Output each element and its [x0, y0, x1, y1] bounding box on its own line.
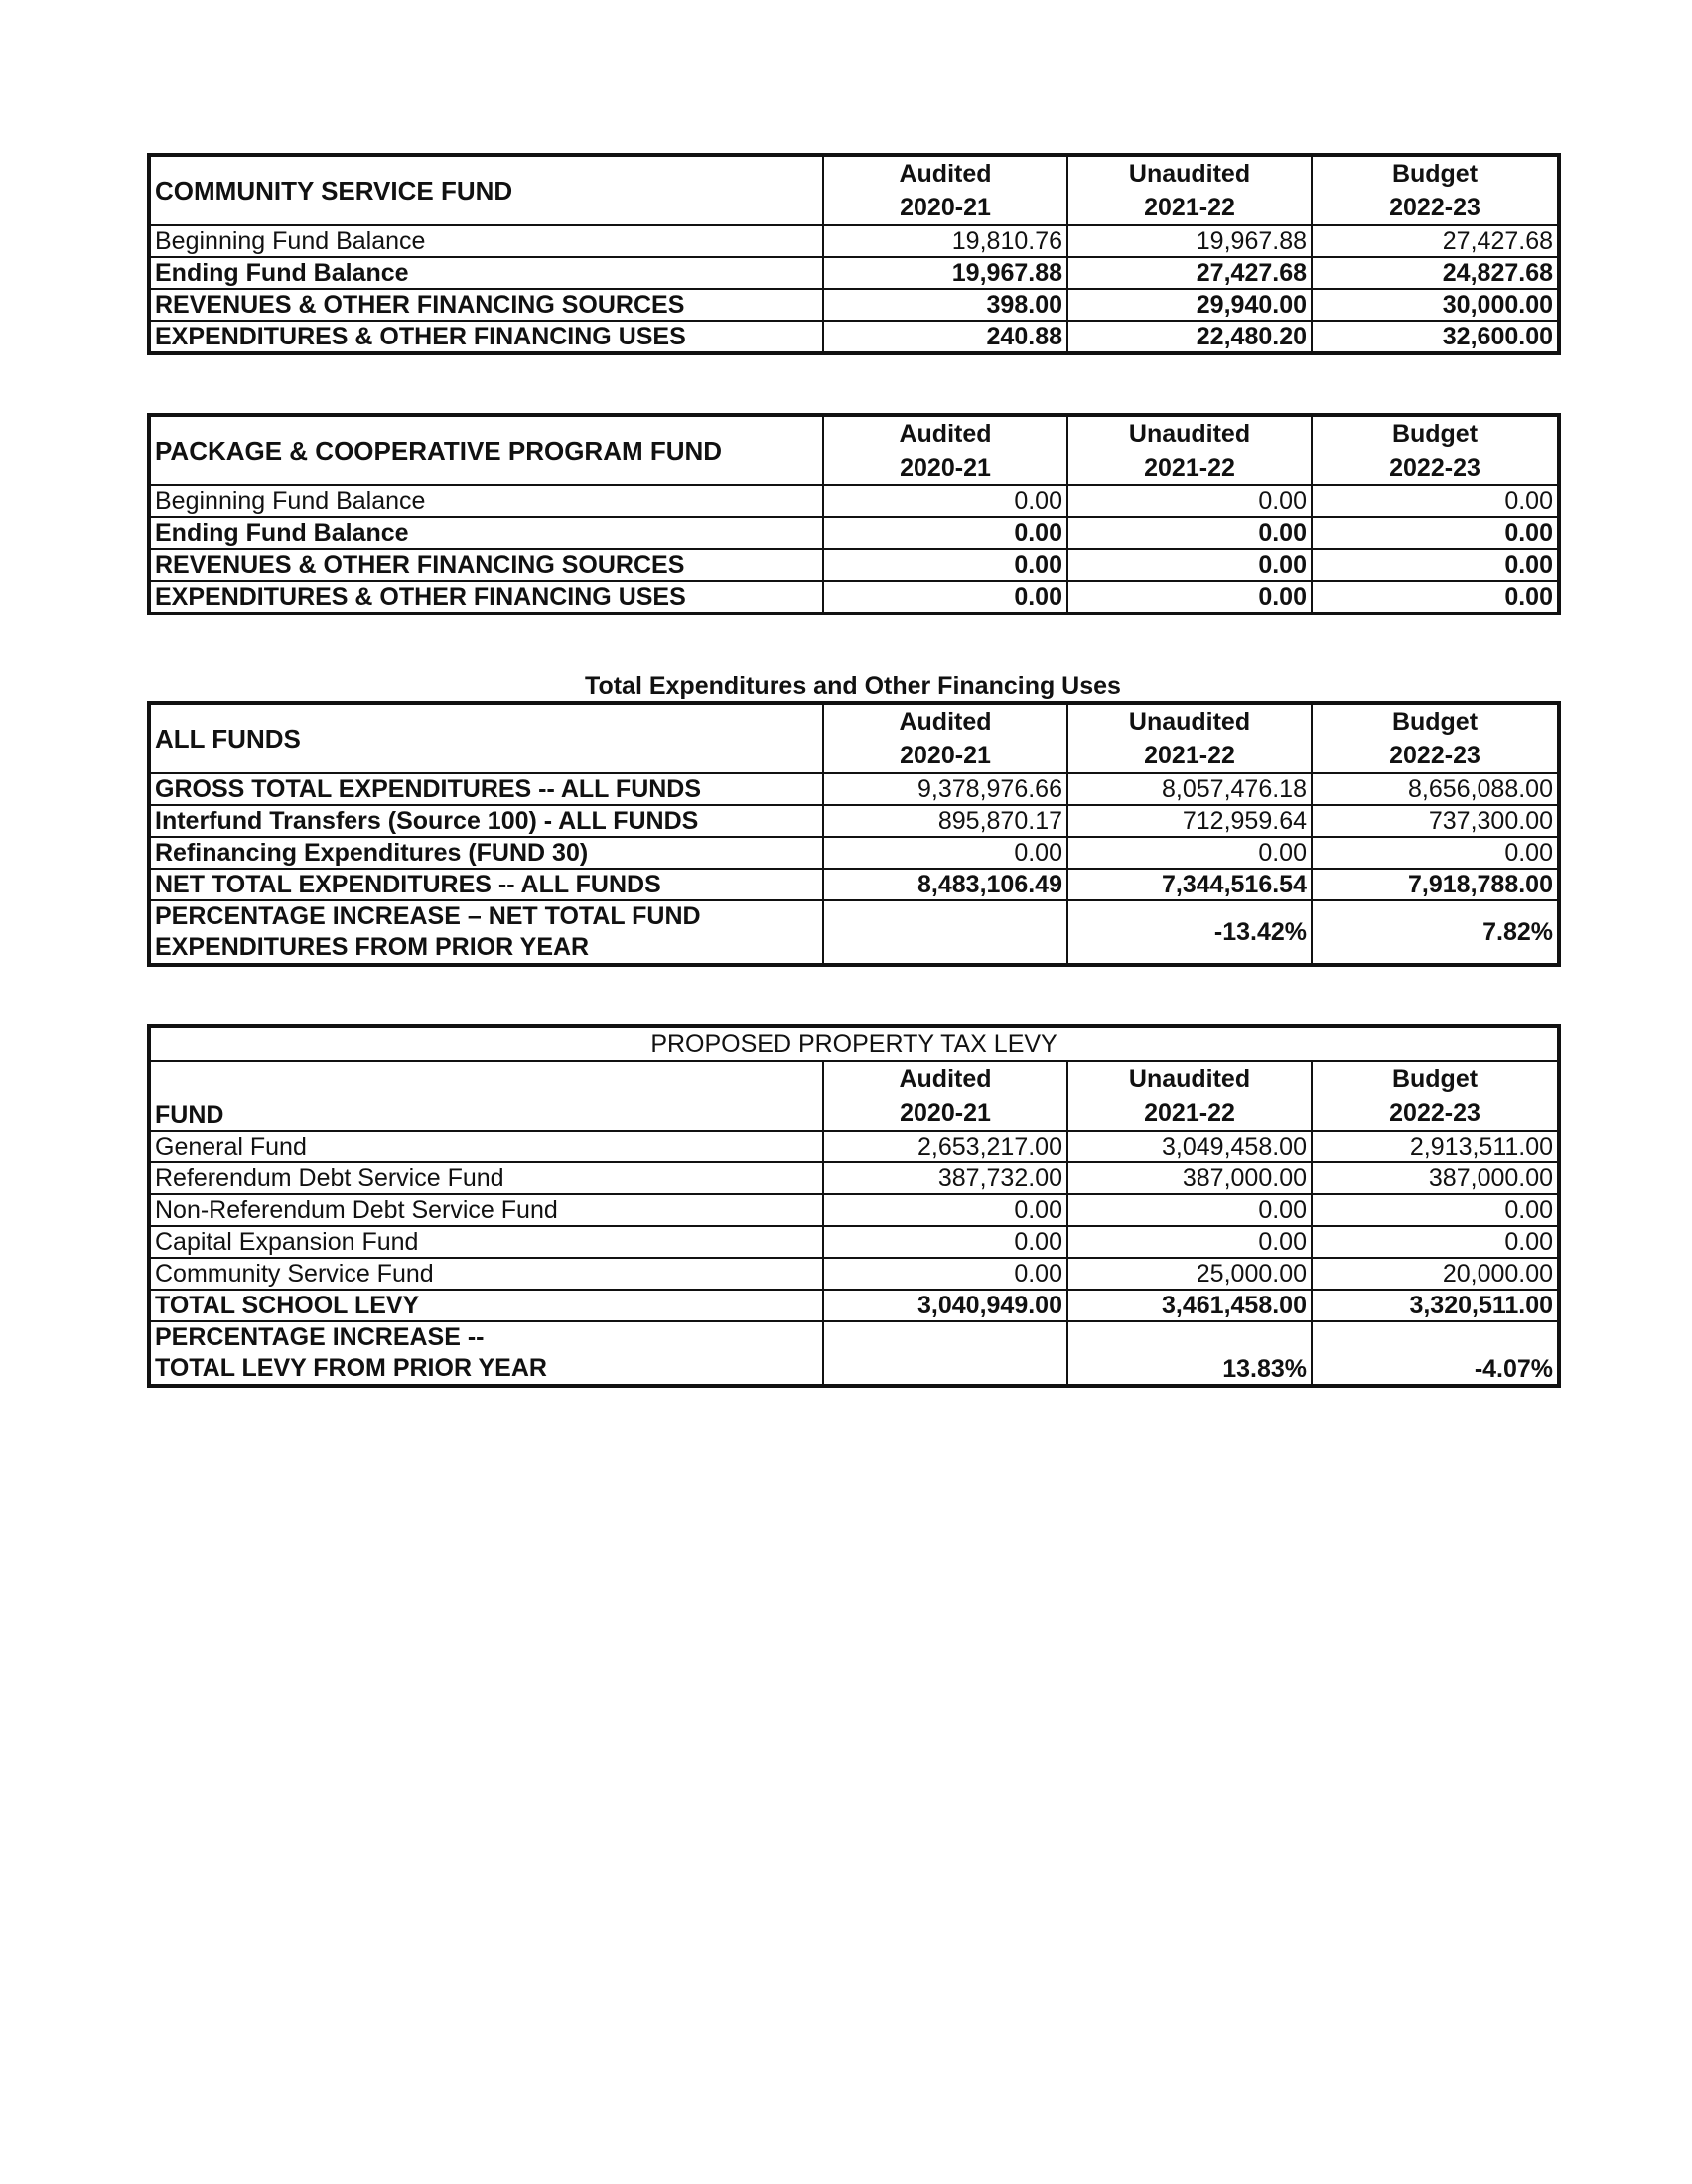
- table-title: ALL FUNDS: [150, 704, 823, 773]
- cell-value: 0.00: [1312, 1194, 1558, 1226]
- cell-value: 3,049,458.00: [1067, 1131, 1312, 1162]
- row-label: Beginning Fund Balance: [150, 225, 823, 257]
- cell-value: 0.00: [1312, 485, 1558, 517]
- column-header-line: 2021-22: [1144, 194, 1235, 221]
- row-label: Community Service Fund: [150, 1258, 823, 1290]
- row-label: Capital Expansion Fund: [150, 1226, 823, 1258]
- cell-value: 0.00: [823, 1194, 1067, 1226]
- row-label: [150, 1321, 823, 1385]
- column-header-line: Audited: [899, 160, 992, 188]
- cell-value: 0.00: [1312, 581, 1558, 613]
- cell-value: 240.88: [823, 321, 1067, 352]
- community-service-fund-section: [149, 155, 1557, 353]
- table-row: [150, 1258, 1558, 1290]
- cell-value: 387,000.00: [1312, 1162, 1558, 1194]
- cell-value: -13.42%: [1067, 900, 1312, 964]
- row-label-line: TOTAL LEVY FROM PRIOR YEAR: [155, 1354, 547, 1382]
- percentage-increase-row: [150, 900, 1558, 964]
- property-tax-levy-section: [149, 1026, 1557, 1386]
- column-header-line: Unaudited: [1128, 420, 1251, 448]
- row-label-line: PERCENTAGE INCREASE – NET TOTAL FUND: [155, 902, 701, 930]
- column-header-unaudited: [1067, 704, 1312, 773]
- row-label: EXPENDITURES & OTHER FINANCING USES: [150, 581, 823, 613]
- row-label: General Fund: [150, 1131, 823, 1162]
- table-row: [150, 1194, 1558, 1226]
- column-header-line: Budget: [1391, 1065, 1479, 1093]
- table-title: PACKAGE & COOPERATIVE PROGRAM FUND: [150, 416, 823, 485]
- cell-value: 7,344,516.54: [1067, 869, 1312, 900]
- cell-value: 0.00: [1067, 1226, 1312, 1258]
- table-row: [150, 225, 1558, 257]
- cell-value: [823, 900, 1067, 964]
- all-funds-table: [149, 703, 1559, 965]
- row-label: Refinancing Expenditures (FUND 30): [150, 837, 823, 869]
- cell-value: 2,653,217.00: [823, 1131, 1067, 1162]
- table-header-row: [150, 416, 1558, 485]
- table-row: [150, 773, 1558, 805]
- cell-value: 398.00: [823, 289, 1067, 321]
- cell-value: 0.00: [1312, 1226, 1558, 1258]
- cell-value: 387,732.00: [823, 1162, 1067, 1194]
- property-tax-levy-table: [149, 1026, 1559, 1386]
- table-row: [150, 1290, 1558, 1321]
- cell-value: 712,959.64: [1067, 805, 1312, 837]
- cell-value: 7.82%: [1312, 900, 1558, 964]
- cell-value: 0.00: [823, 1258, 1067, 1290]
- cell-value: 25,000.00: [1067, 1258, 1312, 1290]
- table-row: [150, 517, 1558, 549]
- table-row: [150, 1226, 1558, 1258]
- column-header-budget: [1312, 156, 1558, 225]
- cell-value: 32,600.00: [1312, 321, 1558, 352]
- cell-value: 9,378,976.66: [823, 773, 1067, 805]
- cell-value: 0.00: [1067, 517, 1312, 549]
- column-header-line: Audited: [899, 1065, 992, 1093]
- cell-value: 2,913,511.00: [1312, 1131, 1558, 1162]
- row-label: REVENUES & OTHER FINANCING SOURCES: [150, 549, 823, 581]
- cell-value: 3,461,458.00: [1067, 1290, 1312, 1321]
- cell-value: 8,057,476.18: [1067, 773, 1312, 805]
- column-header-line: 2020-21: [900, 194, 991, 221]
- row-label: GROSS TOTAL EXPENDITURES -- ALL FUNDS: [150, 773, 823, 805]
- table-header-row: [150, 704, 1558, 773]
- cell-value: 0.00: [1312, 837, 1558, 869]
- cell-value: 22,480.20: [1067, 321, 1312, 352]
- column-header-line: 2022-23: [1389, 1099, 1480, 1127]
- cell-value: 19,967.88: [823, 257, 1067, 289]
- column-header-line: Budget: [1391, 420, 1479, 448]
- column-header-budget: [1312, 416, 1558, 485]
- table-row: [150, 289, 1558, 321]
- row-label: EXPENDITURES & OTHER FINANCING USES: [150, 321, 823, 352]
- cell-value: 29,940.00: [1067, 289, 1312, 321]
- table-title: PROPOSED PROPERTY TAX LEVY: [150, 1027, 1558, 1061]
- cell-value: 27,427.68: [1067, 257, 1312, 289]
- cell-value: 20,000.00: [1312, 1258, 1558, 1290]
- cell-value: 27,427.68: [1312, 225, 1558, 257]
- cell-value: 895,870.17: [823, 805, 1067, 837]
- column-header-audited: [823, 156, 1067, 225]
- percentage-increase-row: [150, 1321, 1558, 1385]
- table-row: [150, 805, 1558, 837]
- column-header-line: Budget: [1391, 160, 1479, 188]
- cell-value: -4.07%: [1312, 1321, 1558, 1385]
- row-label: Non-Referendum Debt Service Fund: [150, 1194, 823, 1226]
- column-header-line: Audited: [899, 708, 992, 736]
- column-header-line: Unaudited: [1128, 160, 1251, 188]
- row-label: Ending Fund Balance: [150, 257, 823, 289]
- table-row: [150, 581, 1558, 613]
- cell-value: 0.00: [1067, 549, 1312, 581]
- cell-value: 0.00: [1067, 837, 1312, 869]
- table-row: [150, 321, 1558, 352]
- row-label: Interfund Transfers (Source 100) - ALL FUNDS: [150, 805, 823, 837]
- cell-value: [823, 1321, 1067, 1385]
- column-header-line: 2022-23: [1389, 742, 1480, 769]
- cell-value: 387,000.00: [1067, 1162, 1312, 1194]
- table-row: [150, 837, 1558, 869]
- all-funds-section: [149, 703, 1557, 965]
- column-header-line: Unaudited: [1128, 1065, 1251, 1093]
- row-label: Beginning Fund Balance: [150, 485, 823, 517]
- table-row: [150, 549, 1558, 581]
- package-cooperative-fund-section: [149, 415, 1557, 614]
- row-label: TOTAL SCHOOL LEVY: [150, 1290, 823, 1321]
- cell-value: 0.00: [1067, 485, 1312, 517]
- cell-value: 13.83%: [1067, 1321, 1312, 1385]
- column-header-line: 2022-23: [1389, 454, 1480, 481]
- cell-value: 8,483,106.49: [823, 869, 1067, 900]
- row-label: REVENUES & OTHER FINANCING SOURCES: [150, 289, 823, 321]
- column-header-line: Audited: [899, 420, 992, 448]
- cell-value: 0.00: [1067, 1194, 1312, 1226]
- column-header-audited: [823, 416, 1067, 485]
- table-row: [150, 1162, 1558, 1194]
- column-header-line: Budget: [1391, 708, 1479, 736]
- cell-value: 3,320,511.00: [1312, 1290, 1558, 1321]
- fund-column-header: FUND: [150, 1061, 823, 1131]
- cell-value: 24,827.68: [1312, 257, 1558, 289]
- column-header-audited: [823, 704, 1067, 773]
- cell-value: 0.00: [823, 581, 1067, 613]
- cell-value: 0.00: [1312, 549, 1558, 581]
- cell-value: 8,656,088.00: [1312, 773, 1558, 805]
- column-header-line: 2021-22: [1144, 454, 1235, 481]
- cell-value: 0.00: [823, 485, 1067, 517]
- column-header-budget: [1312, 1061, 1558, 1131]
- cell-value: 7,918,788.00: [1312, 869, 1558, 900]
- column-header-line: 2021-22: [1144, 742, 1235, 769]
- column-header-unaudited: [1067, 1061, 1312, 1131]
- row-label: Referendum Debt Service Fund: [150, 1162, 823, 1194]
- table-row: [150, 869, 1558, 900]
- column-header-line: 2020-21: [900, 1099, 991, 1127]
- cell-value: 19,810.76: [823, 225, 1067, 257]
- table-title: COMMUNITY SERVICE FUND: [150, 156, 823, 225]
- cell-value: 0.00: [823, 837, 1067, 869]
- row-label: [150, 900, 823, 964]
- row-label-line: PERCENTAGE INCREASE --: [155, 1323, 485, 1351]
- column-header-line: 2020-21: [900, 742, 991, 769]
- row-label: Ending Fund Balance: [150, 517, 823, 549]
- package-cooperative-fund-table: [149, 415, 1559, 614]
- cell-value: 737,300.00: [1312, 805, 1558, 837]
- column-header-audited: [823, 1061, 1067, 1131]
- column-header-line: 2021-22: [1144, 1099, 1235, 1127]
- table-row: [150, 485, 1558, 517]
- table-header-row: [150, 156, 1558, 225]
- cell-value: 30,000.00: [1312, 289, 1558, 321]
- column-header-line: Unaudited: [1128, 708, 1251, 736]
- cell-value: 0.00: [823, 549, 1067, 581]
- column-header-budget: [1312, 704, 1558, 773]
- table-title-row: [150, 1027, 1558, 1061]
- total-expenditures-caption: Total Expenditures and Other Financing Uses: [585, 672, 1121, 700]
- table-header-row: [150, 1061, 1558, 1131]
- column-header-unaudited: [1067, 416, 1312, 485]
- cell-value: 3,040,949.00: [823, 1290, 1067, 1321]
- cell-value: 0.00: [823, 1226, 1067, 1258]
- table-row: [150, 1131, 1558, 1162]
- column-header-line: 2020-21: [900, 454, 991, 481]
- column-header-unaudited: [1067, 156, 1312, 225]
- cell-value: 0.00: [823, 517, 1067, 549]
- row-label-line: EXPENDITURES FROM PRIOR YEAR: [155, 933, 590, 961]
- community-service-fund-table: [149, 155, 1559, 353]
- column-header-line: 2022-23: [1389, 194, 1480, 221]
- table-row: [150, 257, 1558, 289]
- cell-value: 19,967.88: [1067, 225, 1312, 257]
- cell-value: 0.00: [1067, 581, 1312, 613]
- row-label: NET TOTAL EXPENDITURES -- ALL FUNDS: [150, 869, 823, 900]
- cell-value: 0.00: [1312, 517, 1558, 549]
